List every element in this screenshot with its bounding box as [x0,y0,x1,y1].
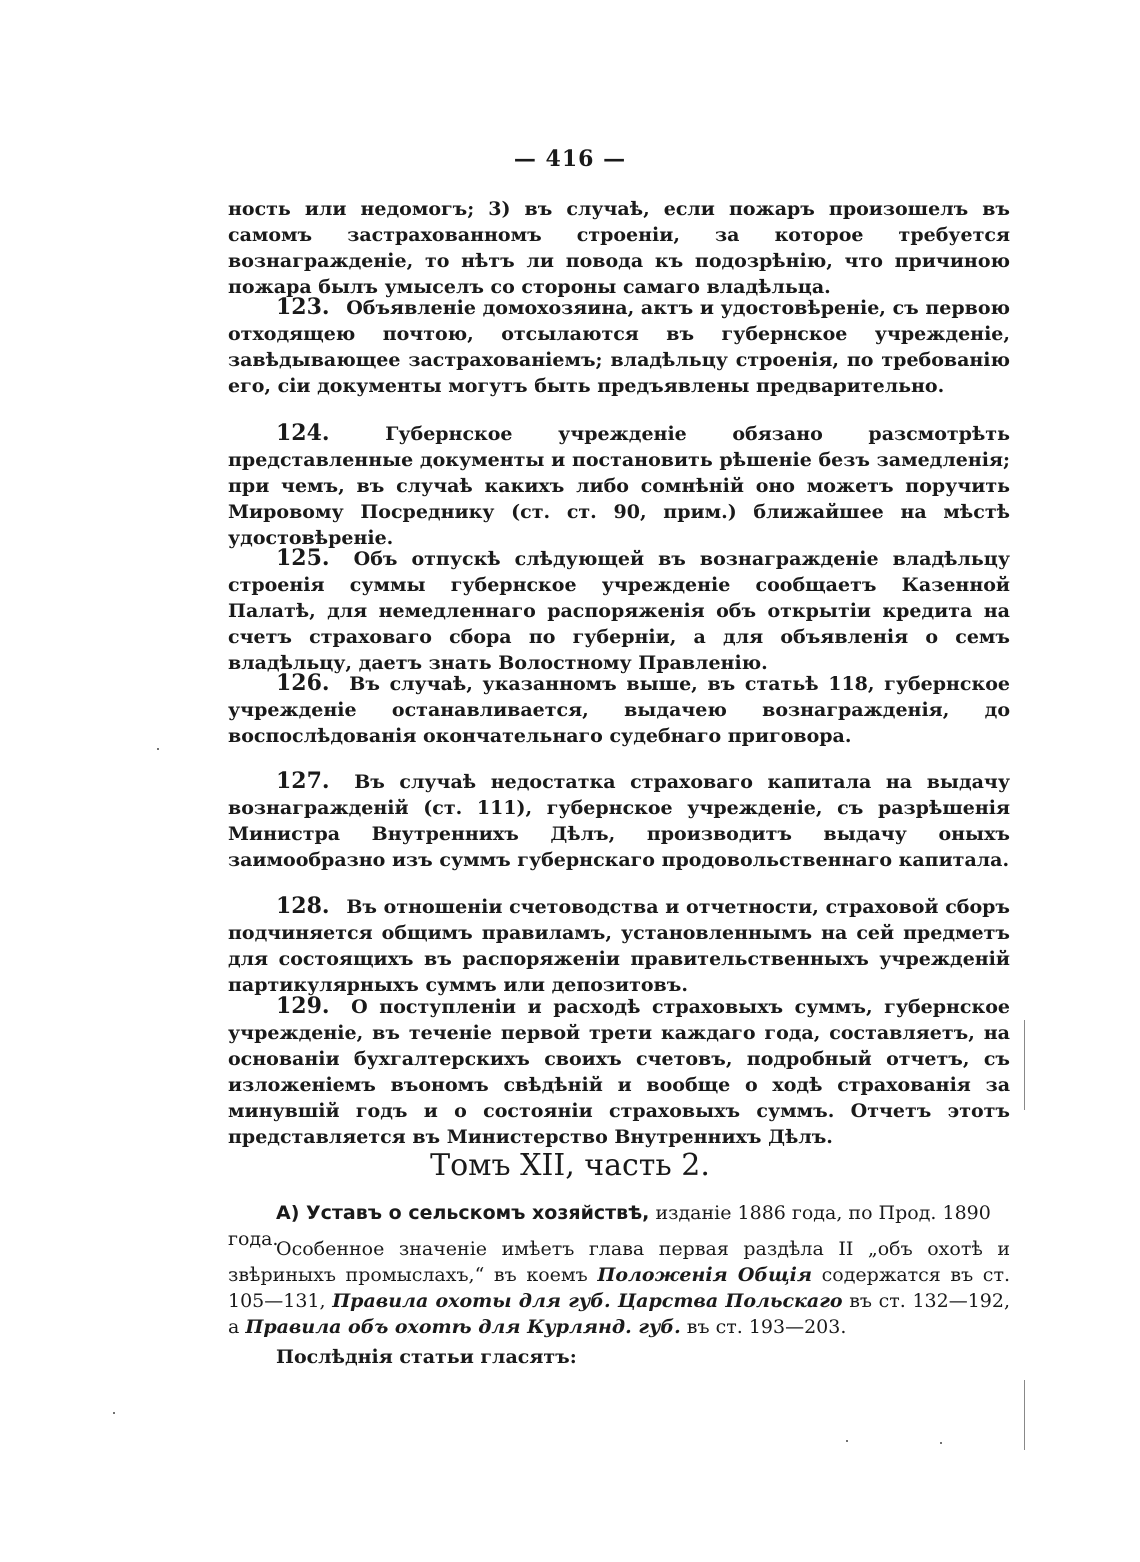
article-124 [228,420,1010,551]
article-123 [228,294,1010,399]
body-italic-part: Правила объ охотѣ для Курлянд. губ. [245,1316,681,1338]
body-italic-part: Правила охоты для губ. Царства Польскаго [332,1290,843,1312]
article-number: 123. [276,294,330,320]
article-number: 124. [276,420,330,446]
scan-speck [846,1440,848,1442]
scan-margin-line [1024,1380,1025,1450]
body-italic-part: Положенія Общія [597,1264,813,1286]
subsection-rest: изданіе 1886 года, по Прод. 1890 года. [228,1202,991,1250]
scan-speck [157,748,159,750]
article-128 [228,893,1010,998]
article-text: Въ случаѣ недостатка страховаго капитала на выдачу вознагражденій (ст. 111), губернское учрежденіе, съ разрѣшенія Министра Внутреннихъ Дѣлъ, производитъ выдачу оныхъ заимообразно изъ суммъ губернскаго продовольственнаго капитала. [228,771,1010,871]
article-number: 128. [276,893,330,919]
article-text: О поступленіи и расходѣ страховыхъ суммъ, губернское учрежденіе, въ теченіе первой трети каждаго года, составляетъ, на основаніи бухгалтерскихъ своихъ счетовъ, подробный отчетъ, съ изложеніемъ въономъ свѣдѣній и вообще о ходѣ страхованія за минувшій годъ и о состояніи страховыхъ суммъ. Отчетъ этотъ представляется въ Министерство Внутреннихъ Дѣлъ. [228,996,1010,1148]
body-text-part: содержатся въ ст. 105—131, [228,1264,1010,1312]
scan-margin-line [1024,1020,1025,1110]
body-text-part: въ ст. 132—192, а [228,1290,1011,1338]
article-129 [228,993,1010,1150]
intro-text: ность или недомогъ; 3) въ случаѣ, если пожаръ произошелъ въ самомъ застрахованномъ строеніи, за которое требуется вознагражденіе, то нѣтъ ли повода къ подозрѣнію, что причиною пожара былъ умыселъ со стороны самаго владѣльца. [228,198,1010,298]
article-number: 125. [276,545,330,571]
article-127 [228,768,1010,873]
article-number: 127. [276,768,330,794]
section-heading: Томъ XII, часть 2. [430,1148,710,1183]
body-paragraph [228,1236,1010,1340]
closing-paragraph [228,1344,1010,1370]
article-125 [228,545,1010,676]
article-text: Въ отношеніи счетоводства и отчетности, страховой сборъ подчиняется общимъ правиламъ, установленнымъ на сей предметъ для состоящихъ въ распоряженіи правительственныхъ учрежденій партикулярныхъ суммъ или депозитовъ. [228,896,1010,996]
body-text-part: въ ст. 193—203. [680,1316,847,1338]
article-number: 129. [276,993,330,1019]
subsection-label: А) Уставъ о сельскомъ хозяйствѣ, [276,1202,650,1224]
scan-speck [940,1442,942,1444]
intro-paragraph [228,196,1010,300]
article-text: Губернское учрежденіе обязано разсмотрѣть представленные документы и постановить рѣшеніе безъ замедленія; при чемъ, въ случаѣ какихъ либо сомнѣній оно можетъ поручить Мировому Посреднику (ст. ст. 90, прим.) ближайшее на мѣстѣ удостовѣреніе. [228,423,1010,549]
scan-speck [113,1412,115,1414]
closing-line: Послѣднія статьи гласятъ: [276,1346,577,1368]
article-number: 126. [276,670,330,696]
body-text-part: Особенное значеніе имѣетъ глава первая раздѣла II „объ охотѣ и звѣриныхъ промыслахъ,“ въ коемъ [228,1238,1010,1286]
article-126 [228,670,1010,749]
article-text: Объ отпускѣ слѣдующей въ вознагражденіе владѣльцу строенія суммы губернское учрежденіе сообщаетъ Казенной Палатѣ, для немедленнаго распоряженія объ открытіи кредита на счетъ страховаго сбора по губерніи, а для объявленія о семъ владѣльцу, даетъ знать Волостному Правленію. [228,548,1010,674]
article-text: Объявленіе домохозяина, актъ и удостовѣреніе, съ первою отходящею почтою, отсылаются въ губернское учрежденіе, завѣдывающее застрахованіемъ; владѣльцу строенія, по требованію его, сіи документы могутъ быть предъявлены предварительно. [228,297,1010,397]
article-text: Въ случаѣ, указанномъ выше, въ статьѣ 118, губернское учрежденіе останавливается, выдачею вознагражденія, до воспослѣдованія окончательнаго судебнаго приговора. [228,673,1010,747]
page-number: — 416 — [513,146,627,172]
